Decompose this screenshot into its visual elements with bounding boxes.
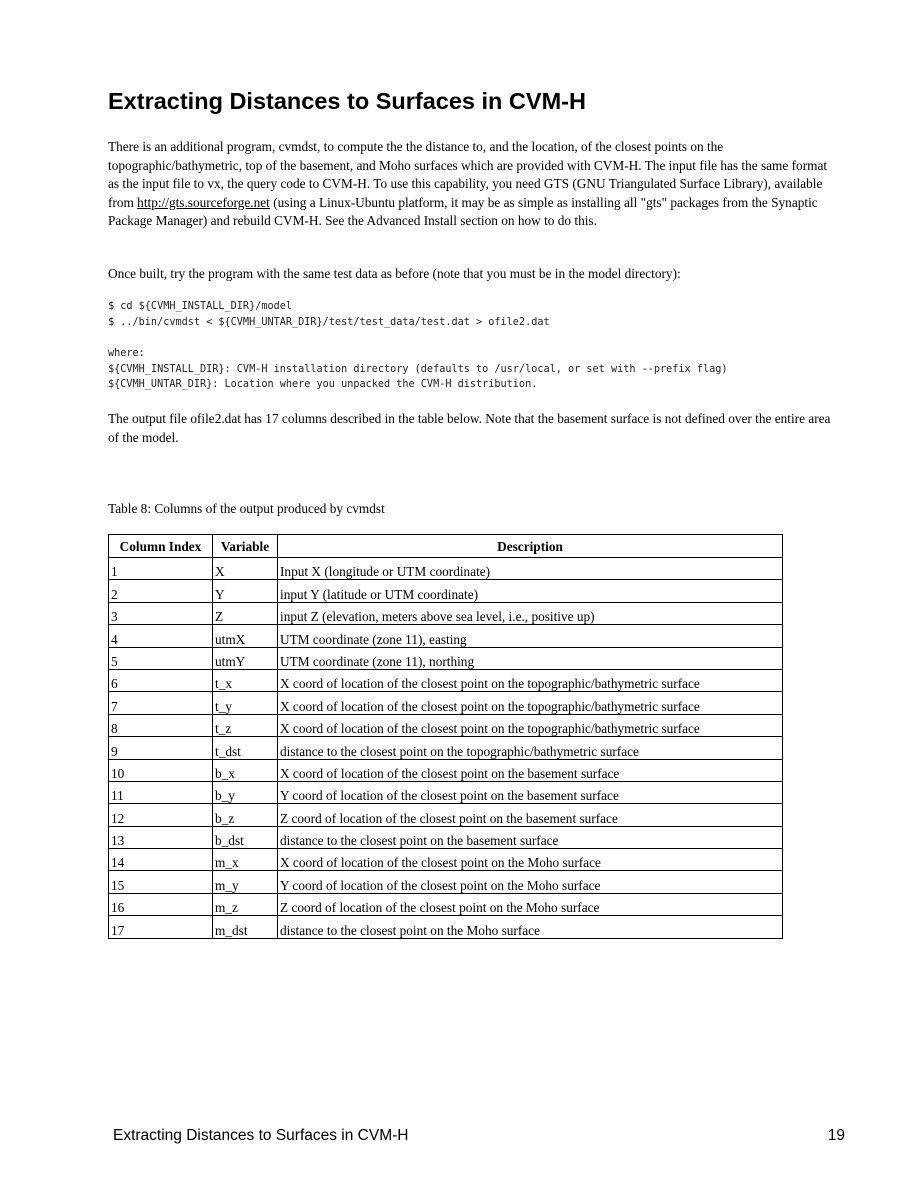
cell-column-index: 4 [109,625,213,647]
cell-variable: utmY [213,647,278,669]
intro-text-before-link: There is an additional program, cvmdst, to compute the the distance to, and the location, of the closest points on the topographic/bathymetric, top of the basement, and Moho surfaces which are provided with CVM-H. The input file has the same format as the input file to vx, the query code to CVM-H. To use this capability, you need GTS (GNU Triangulated Surface Library), available from [108,139,828,210]
table-row [109,714,783,736]
cell-column-index: 8 [109,714,213,736]
cell-description: distance to the closest point on the topographic/bathymetric surface [278,737,783,759]
cell-column-index: 5 [109,647,213,669]
where-untar-dir: ${CVMH_UNTAR_DIR}: Location where you unpacked the CVM-H distribution. [108,379,538,390]
table-row [109,826,783,848]
output-paragraph: The output file ofile2.dat has 17 columns described in the table below. Note that the basement surface is not defined over the entire area of the model. [108,411,831,445]
table-row [109,669,783,691]
cell-variable: m_y [213,871,278,893]
command-line: $ ../bin/cvmdst < ${CVMH_UNTAR_DIR}/test/test_data/test.dat > ofile2.dat [108,316,550,328]
cell-column-index: 10 [109,759,213,781]
gts-link[interactable]: http://gts.sourceforge.net [137,194,270,210]
cell-variable: t_dst [213,737,278,759]
cell-column-index: 7 [109,692,213,714]
columns-table [108,534,783,939]
cell-description: distance to the closest point on the Moho surface [278,916,783,938]
table-row [109,602,783,624]
cell-column-index: 11 [109,781,213,803]
cell-variable: m_z [213,893,278,915]
cell-description: X coord of location of the closest point on the Moho surface [278,849,783,871]
cell-description: X coord of location of the closest point on the topographic/bathymetric surface [278,692,783,714]
cell-variable: X [213,558,278,580]
cell-description: X coord of location of the closest point on the basement surface [278,759,783,781]
cell-variable: b_y [213,781,278,803]
cell-description: distance to the closest point on the basement surface [278,826,783,848]
cell-column-index: 9 [109,737,213,759]
cell-description: Y coord of location of the closest point on the basement surface [278,781,783,803]
table-caption: Table 8: Columns of the output produced by cvmdst [108,501,385,516]
table-row [109,781,783,803]
cell-column-index: 6 [109,669,213,691]
cell-variable: t_y [213,692,278,714]
table-row [109,871,783,893]
cell-variable: b_z [213,804,278,826]
page-title: Extracting Distances to Surfaces in CVM-H [108,88,586,114]
cell-column-index: 14 [109,849,213,871]
table-header-row [109,535,783,558]
cell-variable: t_z [213,714,278,736]
header-variable: Variable [213,535,278,558]
table-row [109,692,783,714]
cell-description: UTM coordinate (zone 11), easting [278,625,783,647]
header-column-index: Column Index [109,535,213,558]
table-row [109,916,783,938]
cell-description: Y coord of location of the closest point on the Moho surface [278,871,783,893]
command-block [108,299,550,330]
intro-text-after-link: (using a Linux-Ubuntu platform, it may be as simple as installing all "gts" packages from the Synaptic Package Manager) and rebuild CVM-H. See the Advanced Install section on how to do this. [108,194,818,229]
cell-description: X coord of location of the closest point on the topographic/bathymetric surface [278,669,783,691]
table-row [109,580,783,602]
table-row [109,893,783,915]
table-row [109,804,783,826]
cell-variable: m_x [213,849,278,871]
cell-column-index: 13 [109,826,213,848]
cell-column-index: 16 [109,893,213,915]
cell-description: Input X (longitude or UTM coordinate) [278,558,783,580]
cell-description: Z coord of location of the closest point on the basement surface [278,804,783,826]
cell-column-index: 2 [109,580,213,602]
footer-title: Extracting Distances to Surfaces in CVM-H [113,1127,409,1144]
cell-column-index: 1 [109,558,213,580]
cell-description: UTM coordinate (zone 11), northing [278,647,783,669]
cell-column-index: 3 [109,602,213,624]
cell-variable: utmX [213,625,278,647]
table-row [109,647,783,669]
cell-variable: b_dst [213,826,278,848]
table-row [109,625,783,647]
command-line: $ cd ${CVMH_INSTALL_DIR}/model [108,301,293,312]
cell-description: X coord of location of the closest point on the topographic/bathymetric surface [278,714,783,736]
where-block [108,346,727,393]
cell-variable: m_dst [213,916,278,938]
intro-paragraph [108,138,838,231]
cell-column-index: 12 [109,804,213,826]
once-built-paragraph: Once built, try the program with the same test data as before (note that you must be in the model directory): [108,266,681,281]
cell-variable: b_x [213,759,278,781]
cell-description: input Z (elevation, meters above sea level, i.e., positive up) [278,602,783,624]
table-row [109,759,783,781]
table-row [109,849,783,871]
cell-variable: t_x [213,669,278,691]
cell-variable: Y [213,580,278,602]
cell-column-index: 17 [109,916,213,938]
table-row [109,737,783,759]
cell-description: Z coord of location of the closest point on the Moho surface [278,893,783,915]
cell-column-index: 15 [109,871,213,893]
cell-description: input Y (latitude or UTM coordinate) [278,580,783,602]
header-description: Description [278,535,783,558]
page-number: 19 [827,1127,845,1144]
cell-variable: Z [213,602,278,624]
table-row [109,558,783,580]
where-label: where: [108,348,145,359]
where-install-dir: ${CVMH_INSTALL_DIR}: CVM-H installation directory (defaults to /usr/local, or set with --prefix flag) [108,363,728,375]
table-body [109,558,783,939]
